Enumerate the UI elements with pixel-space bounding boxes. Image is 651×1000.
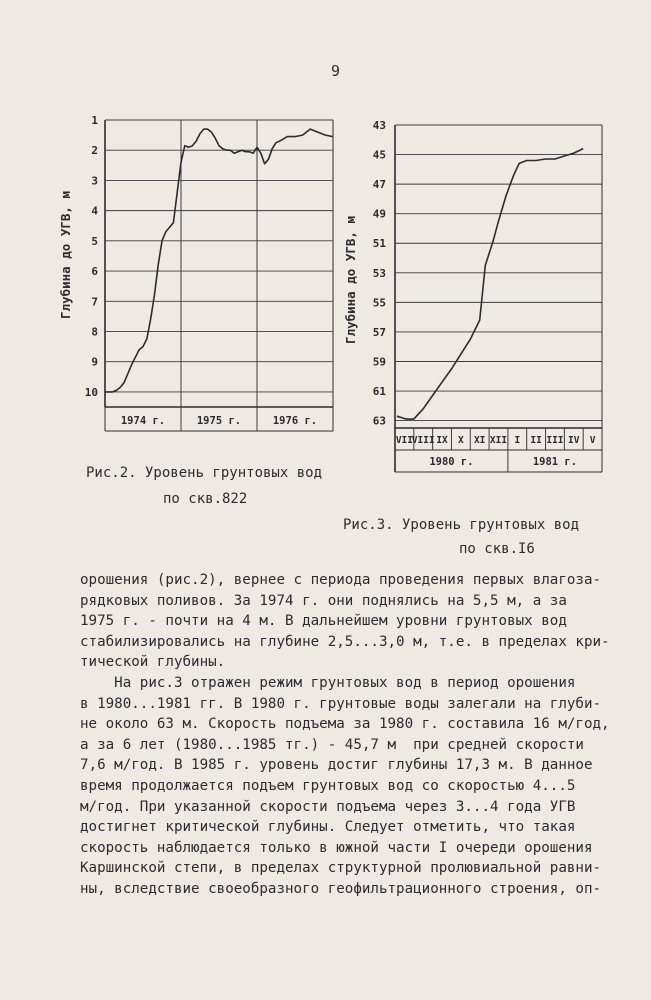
body-line: орошения (рис.2), вернее с периода проведения первых влагоза- — [80, 572, 602, 588]
figure-2-y-tick-label: 1 — [91, 114, 98, 127]
body-line: достигнет критической глубины. Следует отметить, что такая — [80, 819, 576, 836]
figure-2-y-tick-label: 2 — [91, 144, 98, 158]
body-line: а за 6 лет (1980...1985 тг.) - 45,7 м при средней скорости — [80, 736, 584, 753]
figure-3-x-tick-label: XII — [489, 435, 508, 446]
body-line: стабилизировались на глубине 2,5...3,0 м, т.е. в пределах кри- — [80, 633, 610, 650]
figure-3-x-group-label: 1980 г. — [429, 456, 474, 468]
figure-3-y-axis-label: Глубина до УГВ, м — [343, 216, 358, 344]
figure-3-y-tick-label: 53 — [372, 266, 386, 280]
figure-2-y-tick-label: 10 — [84, 385, 98, 399]
figure-3-groundwater-chart — [340, 115, 610, 500]
figure-2-y-tick-label: 5 — [91, 234, 98, 248]
figure-3-y-tick-label: 47 — [372, 178, 386, 192]
body-line: 1975 г. - почти на 4 м. В дальнейшем уровни грунтовых вод — [80, 613, 567, 630]
body-line: в 1980...1981 гг. В 1980 г. грунтовые воды залегали на глуби- — [80, 695, 602, 712]
body-line: время продолжается подъем грунтовых вод со скоростью 4...5 — [80, 777, 576, 794]
figure-3-x-tick-label: II — [530, 435, 542, 446]
figure-2-caption-line1: Рис.2. Уровень грунтовых вод — [86, 465, 323, 481]
figure-2-y-tick-label: 9 — [91, 355, 98, 369]
figure-2-y-tick-label: 3 — [91, 174, 98, 188]
body-line: ны, вследствие своеобразного геофильтрационного строения, оп- — [80, 880, 602, 897]
figure-3-y-tick-label: 63 — [372, 414, 386, 428]
figure-2-y-tick-label: 6 — [91, 265, 98, 279]
figure-3-x-tick-label: X — [457, 435, 464, 446]
figure-3-y-tick-label: 49 — [372, 207, 386, 221]
figure-3-x-tick-label: VIII — [411, 435, 435, 446]
figure-3-y-tick-label: 59 — [372, 355, 386, 369]
figure-3-x-tick-label: IX — [436, 435, 448, 446]
body-line: На рис.3 отражен режим грунтовых вод в период орошения — [80, 674, 576, 691]
figure-3-y-tick-label: 43 — [372, 119, 386, 132]
page-number: 9 — [331, 62, 341, 80]
body-line: скорость наблюдается только в южной части I очереди орошения — [80, 839, 593, 856]
figure-2-y-tick-label: 7 — [91, 295, 98, 309]
figure-3-y-tick-label: 45 — [372, 148, 386, 162]
body-line: Каршинской степи, в пределах структурной пролювиальной равни- — [80, 860, 602, 877]
figure-3-x-tick-label: V — [589, 435, 596, 446]
figure-3-y-tick-label: 51 — [372, 237, 386, 251]
figure-3-x-tick-label: XI — [473, 435, 486, 446]
figure-3-y-tick-label: 55 — [372, 296, 386, 310]
body-line: 7,6 м/год. В 1985 г. уровень достиг глубины 17,3 м. В данное — [80, 757, 593, 774]
figure-2-caption-line2: по скв.822 — [163, 491, 248, 507]
figure-3-series-line — [397, 149, 583, 420]
figure-3-y-tick-label: 57 — [372, 325, 386, 339]
figure-2-y-tick-label: 8 — [91, 325, 98, 339]
figure-3-x-tick-label: III — [546, 435, 564, 446]
body-line: не около 63 м. Скорость подъема за 1980 г. составила 16 м/год, — [80, 716, 610, 733]
figure-2-series-line — [105, 129, 333, 392]
body-line: м/год. При указанной скорости подъема через 3...4 года УГВ — [80, 798, 576, 815]
figure-3-x-tick-label: VII — [395, 435, 413, 446]
figure-2-x-group-label: 1976 г. — [272, 415, 318, 427]
figure-2-x-group-label: 1974 г. — [120, 415, 166, 427]
body-line: рядковых поливов. За 1974 г. они поднялись на 5,5 м, а за — [80, 592, 567, 609]
body-line: тической глубины. — [80, 654, 226, 671]
figure-2-y-tick-label: 4 — [91, 204, 98, 218]
figure-2-groundwater-chart — [55, 105, 345, 450]
figure-2-y-axis-label: Глубина до УГВ, м — [58, 191, 73, 319]
figure-3-y-tick-label: 61 — [372, 385, 386, 399]
body-text — [80, 570, 610, 900]
figure-3-caption-line1: Рис.3. Уровень грунтовых вод — [343, 517, 580, 533]
figure-3-x-tick-label: IV — [568, 435, 580, 446]
figure-3-caption-line2: по скв.I6 — [459, 541, 535, 557]
figure-3-x-group-label: 1981 г. — [532, 456, 578, 468]
figure-2-x-group-label: 1975 г. — [196, 415, 242, 427]
figure-3-x-tick-label: I — [514, 435, 521, 446]
